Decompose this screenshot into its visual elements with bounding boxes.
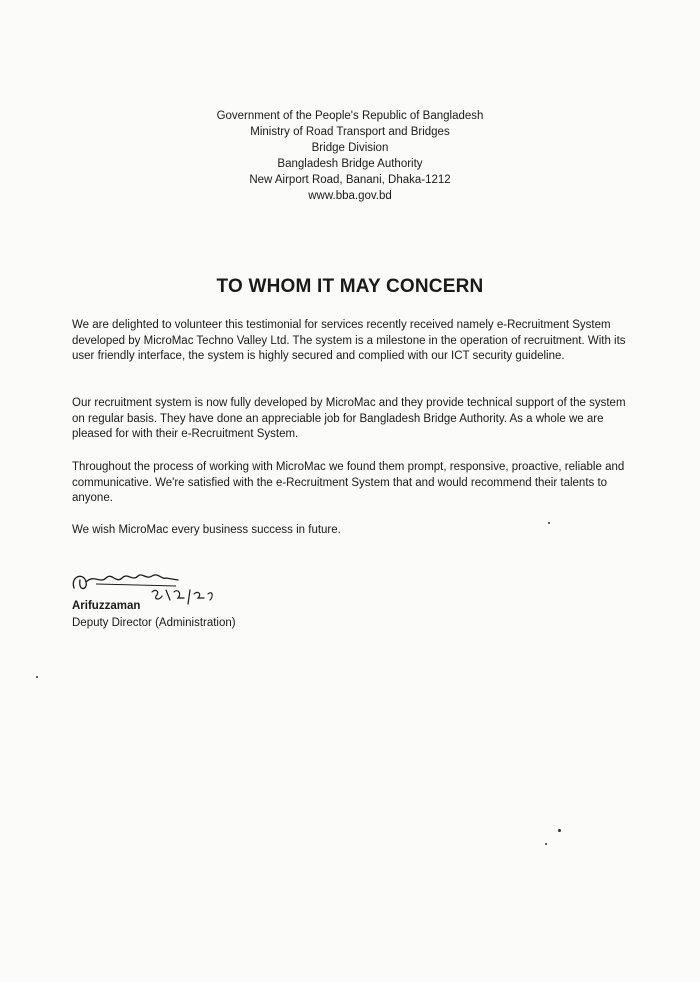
signer-name: Arifuzzaman <box>72 600 141 612</box>
letterhead-government: Government of the People's Republic of Bangladesh <box>216 110 484 122</box>
signer-designation: Deputy Director (Administration) <box>72 617 236 629</box>
letterhead-ministry: Ministry of Road Transport and Bridges <box>250 126 450 138</box>
letterhead-division: Bridge Division <box>311 142 389 154</box>
scan-speck <box>545 843 547 845</box>
paragraph-recommendation: Throughout the process of working with MicroMac we found them prompt, responsive, proactive, reliable and communicative. We're satisfied with the e-Recruitment System that and would recommend their talents to anyone. <box>72 461 625 504</box>
paragraph-testimonial: We are delighted to volunteer this testimonial for services recently received namely e-Recruitment System developed by MicroMac Techno Valley Ltd. The system is a milestone in the operation of recruitment. With its user friendly interface, the system is highly secured and complied with our ICT security guideline. <box>72 319 626 362</box>
paragraph-closing: We wish MicroMac every business success in future. <box>72 524 341 536</box>
scan-speck <box>36 676 38 678</box>
letterhead-website: www.bba.gov.bd <box>308 190 392 202</box>
scan-speck <box>558 829 561 832</box>
scan-speck <box>548 522 550 524</box>
letter-title: TO WHOM IT MAY CONCERN <box>216 276 484 297</box>
paragraph-support: Our recruitment system is now fully developed by MicroMac and they provide technical support of the system on regular basis. They have done an appreciable job for Bangladesh Bridge Authority. As a whole we are pleased for with their e-Recruitment System. <box>72 397 626 440</box>
letterhead-authority: Bangladesh Bridge Authority <box>277 158 423 170</box>
letterhead-address: New Airport Road, Banani, Dhaka-1212 <box>249 174 451 186</box>
letterhead <box>0 108 700 204</box>
